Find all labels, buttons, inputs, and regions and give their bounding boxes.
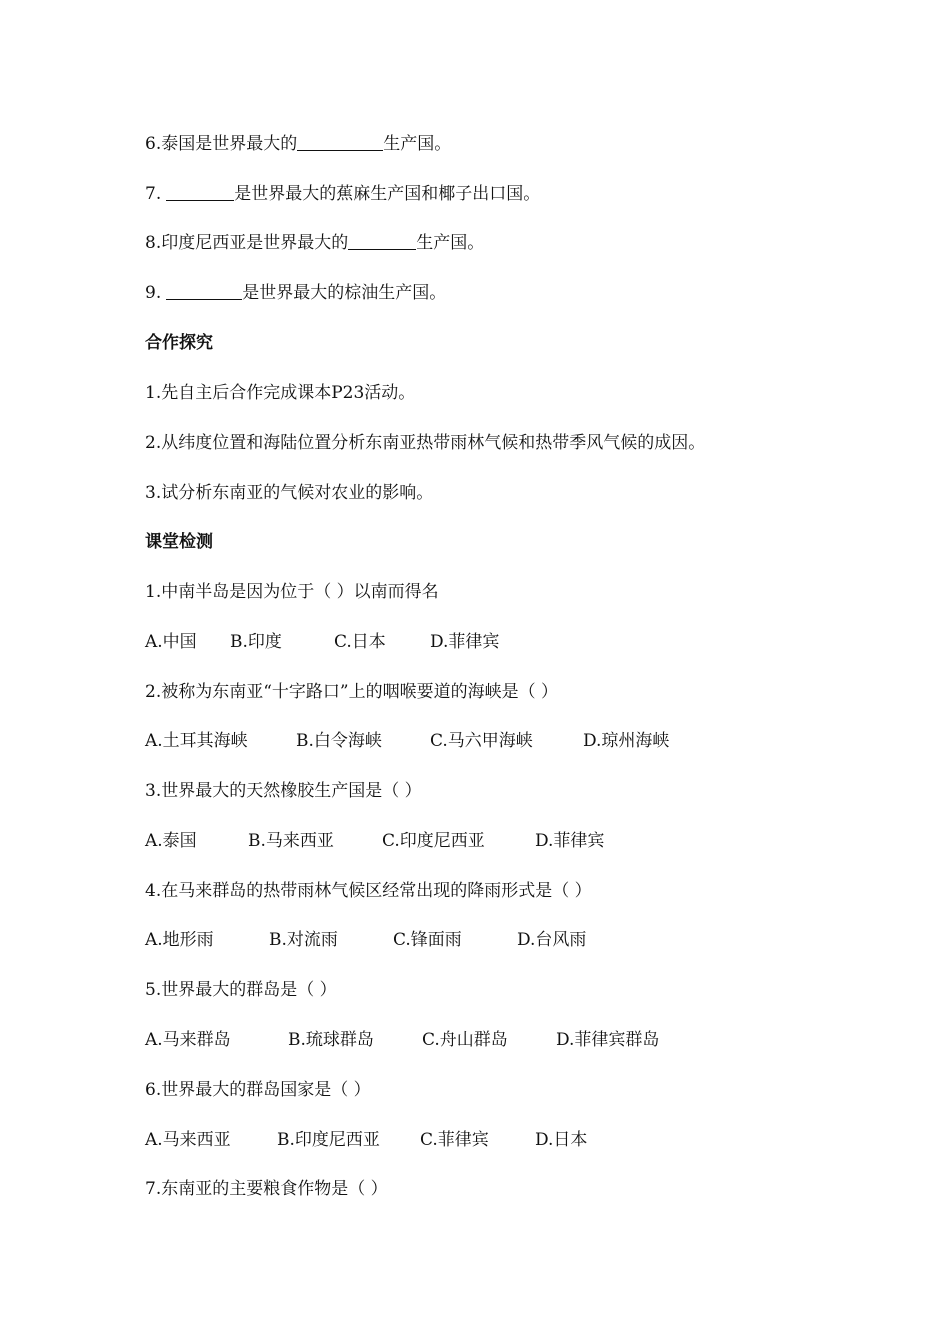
question-options: [145, 729, 669, 753]
option-d: D.菲律宾: [430, 632, 500, 652]
fill-in-item-7: [145, 182, 540, 206]
question-text: 1.中南半岛是因为位于（ ）以南而得名: [145, 582, 439, 602]
option-c: C.锋面雨: [393, 930, 462, 950]
option-d: D.琼州海峡: [583, 731, 670, 751]
option-b: B.对流雨: [269, 930, 338, 950]
fill-in-text-before: 8.印度尼西亚是世界最大的: [145, 233, 349, 253]
option-b: B.印度: [230, 632, 282, 652]
question-options: [145, 1028, 659, 1052]
answer-blank: [166, 281, 242, 300]
option-a: A.地形雨: [145, 930, 214, 950]
question-options: [145, 1128, 587, 1152]
option-d: D.日本: [535, 1130, 588, 1150]
question-text: 3.世界最大的天然橡胶生产国是（ ）: [145, 781, 422, 801]
question-text: 2.被称为东南亚“十字路口”上的咽喉要道的海峡是（ ）: [145, 682, 559, 702]
option-d: D.菲律宾: [535, 831, 605, 851]
fill-in-text-before: 7.: [145, 184, 162, 204]
fill-in-text-after: 生产国。: [383, 134, 452, 154]
option-a: A.土耳其海峡: [145, 731, 248, 751]
fill-in-item-9: [145, 281, 446, 305]
option-a: A.马来群岛: [145, 1030, 231, 1050]
question-options: [145, 630, 499, 654]
section-heading-cooperation: 合作探究: [145, 333, 213, 353]
section-heading-check: 课堂检测: [145, 532, 213, 552]
option-d: D.菲律宾群岛: [556, 1030, 660, 1050]
option-c: C.舟山群岛: [422, 1030, 508, 1050]
answer-blank: [348, 231, 416, 250]
fill-in-text-before: 6.泰国是世界最大的: [145, 134, 298, 154]
option-a: A.泰国: [145, 831, 197, 851]
option-b: B.白令海峡: [296, 731, 382, 751]
question-text: 4.在马来群岛的热带雨林气候区经常出现的降雨形式是（ ）: [145, 881, 592, 901]
fill-in-item-8: [145, 231, 484, 255]
option-c: C.马六甲海峡: [430, 731, 533, 751]
option-d: D.台风雨: [517, 930, 587, 950]
option-b: B.马来西亚: [248, 831, 334, 851]
cooperation-item: 3.试分析东南亚的气候对农业的影响。: [145, 483, 434, 503]
fill-in-text-before: 9.: [145, 283, 162, 303]
option-a: A.中国: [145, 632, 197, 652]
question-text: 7.东南亚的主要粮食作物是（ ）: [145, 1179, 388, 1199]
option-a: A.马来西亚: [145, 1130, 231, 1150]
question-text: 6.世界最大的群岛国家是（ ）: [145, 1080, 371, 1100]
fill-in-text-after: 是世界最大的棕油生产国。: [242, 283, 447, 303]
fill-in-item-6: [145, 132, 451, 156]
option-b: B.琉球群岛: [288, 1030, 374, 1050]
fill-in-text-after: 生产国。: [416, 233, 485, 253]
question-text: 5.世界最大的群岛是（ ）: [145, 980, 337, 1000]
question-options: [145, 928, 586, 952]
option-c: C.印度尼西亚: [382, 831, 485, 851]
question-options: [145, 829, 604, 853]
cooperation-item: 2.从纬度位置和海陆位置分析东南亚热带雨林气候和热带季风气候的成因。: [145, 433, 706, 453]
cooperation-item: 1.先自主后合作完成课本P23活动。: [145, 383, 416, 403]
option-c: C.菲律宾: [420, 1130, 489, 1150]
option-c: C.日本: [334, 632, 386, 652]
answer-blank: [166, 182, 234, 201]
answer-blank: [297, 132, 383, 151]
option-b: B.印度尼西亚: [277, 1130, 380, 1150]
fill-in-text-after: 是世界最大的蕉麻生产国和椰子出口国。: [234, 184, 541, 204]
